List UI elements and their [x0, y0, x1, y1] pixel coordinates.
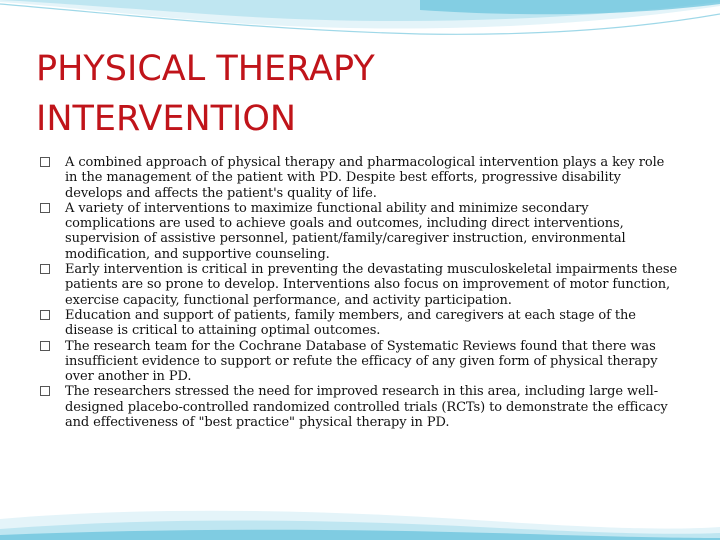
square-bullet-icon	[40, 157, 50, 167]
list-item	[40, 308, 680, 339]
bullet-list	[40, 155, 680, 430]
slide-title-line-2: INTERVENTION	[36, 99, 297, 139]
bullet-text: A variety of interventions to maximize functional ability and minimize secondary complications are used to achieve goals and outcomes, including direct interventions, supervision of assistive personnel, patient/family/caregiver instruction, environmental modification, and supportive counseling.	[65, 200, 626, 262]
bullet-text: A combined approach of physical therapy and pharmacological intervention plays a key role in the management of the patient with PD. Despite best efforts, progressive disability develops and affects the patient's quality of life.	[65, 155, 665, 201]
list-item	[40, 201, 680, 262]
bullet-text: Early intervention is critical in preventing the devastating musculoskeletal impairments these patients are so prone to develop. Interventions also focus on improvement of motor function, exercise capacity, functional performance, and activity participation.	[65, 262, 678, 308]
bullet-text: The researchers stressed the need for improved research in this area, including large well-designed placebo-controlled randomized controlled trials (RCTs) to demonstrate the efficacy and effectiveness of "best practice" physical therapy in PD.	[65, 384, 668, 431]
bullet-text: The research team for the Cochrane Database of Systematic Reviews found that there was insufficient evidence to support or refute the efficacy of any given form of physical therapy over another in PD.	[65, 338, 658, 385]
list-item	[40, 262, 680, 308]
bottom-wave-decoration	[0, 505, 720, 540]
slide-title-line-1: PHYSICAL THERAPY	[36, 49, 375, 89]
bullet-text: Education and support of patients, family members, and caregivers at each stage of the disease is critical to attaining optimal outcomes.	[65, 307, 636, 339]
list-item	[40, 339, 680, 385]
list-item	[40, 155, 680, 201]
list-item	[40, 384, 680, 430]
square-bullet-icon	[40, 264, 50, 274]
slide-title	[36, 44, 676, 144]
square-bullet-icon	[40, 203, 50, 213]
square-bullet-icon	[40, 386, 50, 396]
square-bullet-icon	[40, 310, 50, 320]
square-bullet-icon	[40, 341, 50, 351]
